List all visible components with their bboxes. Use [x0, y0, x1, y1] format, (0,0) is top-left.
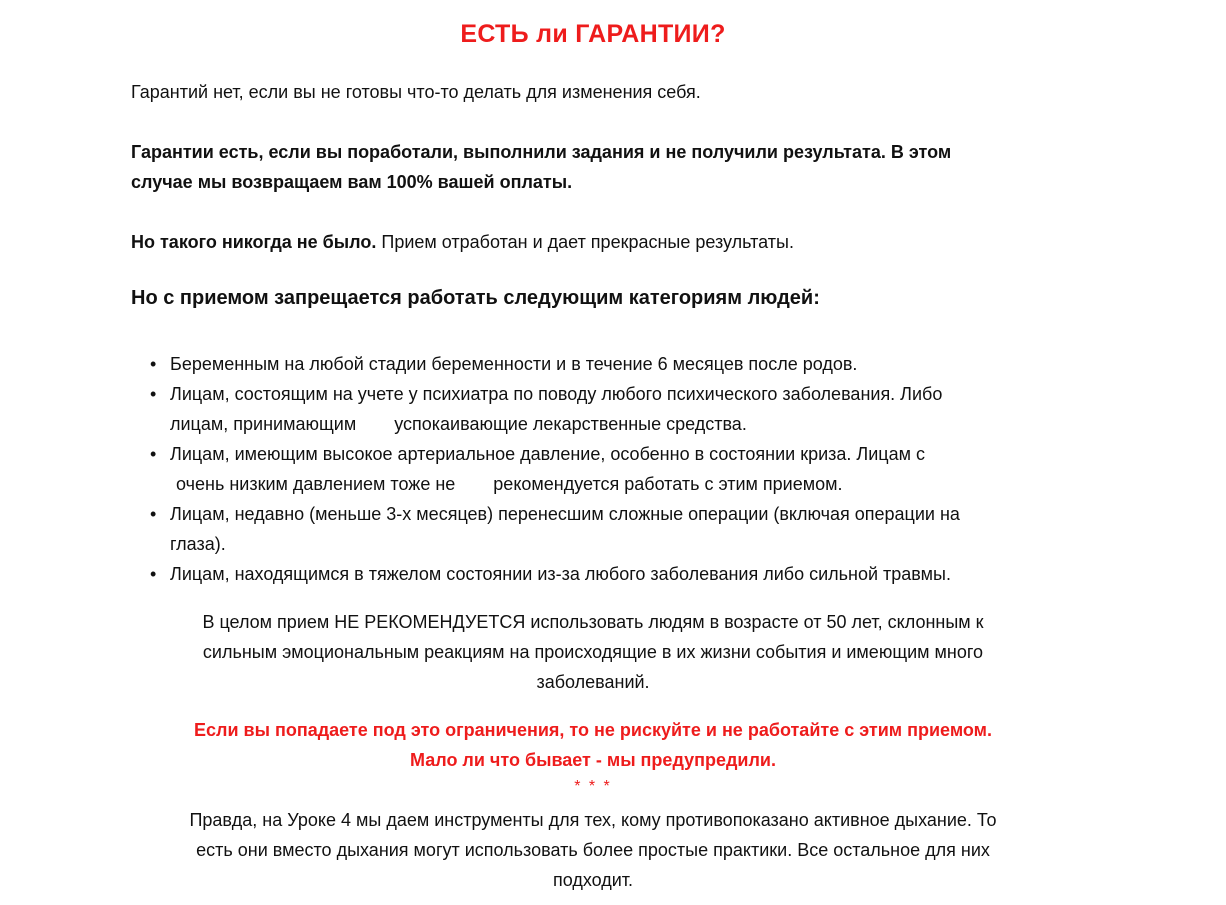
bullet-icon: •	[150, 384, 157, 404]
warning-line-2: Мало ли что бывает - мы предупредили.	[410, 750, 776, 770]
list-item	[150, 559, 960, 589]
paragraph-no-guarantee: Гарантий нет, если вы не готовы что-то делать для изменения себя.	[131, 82, 701, 102]
list-item-text-part: успокаивающие лекарственные средства.	[394, 414, 747, 434]
list-item-continuation: глаза).	[170, 534, 226, 554]
list-item-text: Лицам, находящимся в тяжелом состоянии из-за любого заболевания либо сильной травмы.	[170, 564, 951, 584]
bullet-icon: •	[150, 354, 157, 374]
warning-notice	[0, 715, 1186, 775]
paragraph-guarantee	[131, 137, 1091, 197]
final-note	[0, 805, 1186, 895]
bullet-icon: •	[150, 444, 157, 464]
general-line-1: В целом прием НЕ РЕКОМЕНДУЕТСЯ использовать людям в возрасте от 50 лет, склонным к	[202, 612, 984, 632]
final-line-1: Правда, на Уроке 4 мы даем инструменты для тех, кому противопоказано активное дыхание. То	[189, 810, 997, 830]
list-item-continuation	[170, 469, 960, 499]
paragraph-never-happened	[131, 227, 794, 257]
bullet-icon: •	[150, 504, 157, 524]
warning-line-1: Если вы попадаете под это ограничения, то не рискуйте и не работайте с этим приемом.	[194, 720, 992, 740]
list-item-text: Лицам, имеющим высокое артериальное давление, особенно в состоянии криза. Лицам с	[170, 444, 925, 464]
general-line-2: сильным эмоциональным реакциям на происходящие в их жизни события и имеющим много	[202, 642, 984, 662]
list-item-text-part: рекомендуется работать с этим приемом.	[493, 474, 843, 494]
section-divider: * * *	[574, 778, 612, 795]
list-item	[150, 499, 960, 559]
never-happened-bold: Но такого никогда не было.	[131, 232, 377, 252]
final-line-2: есть они вместо дыхания могут использовать более простые практики. Все остальное для них	[196, 840, 990, 860]
final-line-3: подходит.	[552, 870, 634, 890]
restrictions-list	[150, 349, 960, 589]
list-item-text-part: очень низким давлением тоже не	[176, 474, 456, 494]
restrictions-heading: Но с приемом запрещается работать следующим категориям людей:	[131, 287, 820, 309]
list-item-text: Лицам, состоящим на учете у психиатра по поводу любого психического заболевания. Либо	[170, 384, 943, 404]
list-item	[150, 349, 960, 379]
list-item-text: Лицам, недавно (меньше 3-х месяцев) перенесшим сложные операции (включая операции на	[170, 504, 960, 524]
general-recommendation	[0, 607, 1186, 697]
list-item-text: Беременным на любой стадии беременности и в течение 6 месяцев после родов.	[170, 354, 858, 374]
list-item	[150, 439, 960, 499]
guarantee-line-1: Гарантии есть, если вы поработали, выполнили задания и не получили результата. В этом	[131, 142, 952, 162]
general-line-3: заболеваний.	[536, 672, 650, 692]
page-title: ЕСТЬ ли ГАРАНТИИ?	[460, 20, 726, 48]
list-item	[150, 379, 960, 439]
never-happened-text: Прием отработан и дает прекрасные результаты.	[381, 232, 794, 252]
list-item-continuation	[170, 409, 960, 439]
bullet-icon: •	[150, 564, 157, 584]
list-item-text-part: лицам, принимающим	[170, 414, 357, 434]
guarantee-line-2: случае мы возвращаем вам 100% вашей оплаты.	[131, 172, 573, 192]
